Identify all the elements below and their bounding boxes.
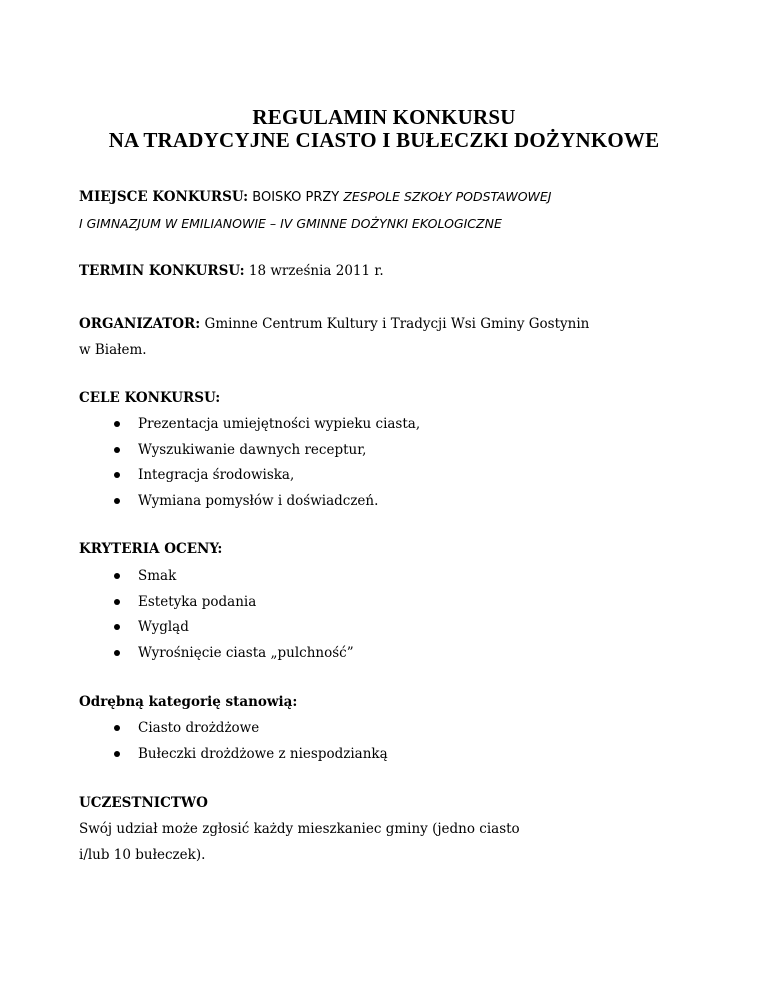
bullet-icon — [114, 751, 120, 757]
bullet-icon — [114, 599, 120, 605]
document-title-line-1: REGULAMIN KONKURSU — [252, 105, 516, 129]
participation-line-1: Swój udział może zgłosić każdy mieszkaniec gminy (jedno ciasto — [79, 821, 520, 837]
organizer-line-1 — [79, 315, 589, 333]
category-item-text: Ciasto drożdżowe — [138, 720, 260, 736]
participation-label: UCZESTNICTWO — [79, 795, 208, 811]
place-school: ZESPOLE SZKOŁY PODSTAWOWEJ — [343, 189, 552, 204]
organizer-value: Gminne Centrum Kultury i Tradycji Wsi Gminy Gostynin — [200, 316, 590, 332]
criteria-item-text: Smak — [138, 568, 177, 584]
criteria-item-text: Estetyka podania — [138, 594, 257, 610]
category-item-text: Bułeczki drożdżowe z niespodzianką — [138, 746, 388, 762]
term-line — [79, 262, 384, 280]
criteria-label: KRYTERIA OCENY: — [79, 541, 223, 557]
goal-item-text: Wyszukiwanie dawnych receptur, — [138, 442, 367, 458]
bullet-icon — [114, 624, 120, 630]
bullet-icon — [114, 421, 120, 427]
category-label: Odrębną kategorię stanowią: — [79, 694, 298, 710]
criteria-item-text: Wygląd — [138, 619, 189, 635]
term-label: TERMIN KONKURSU: — [79, 263, 245, 279]
document-title-line-2: NA TRADYCYJNE CIASTO I BUŁECZKI DOŻYNKOWE — [108, 128, 660, 152]
organizer-line-2: w Białem. — [79, 342, 147, 358]
goals-label: CELE KONKURSU: — [79, 390, 221, 406]
place-label: MIEJSCE KONKURSU: — [79, 189, 249, 205]
bullet-icon — [114, 447, 120, 453]
criteria-item-text: Wyrośnięcie ciasta „pulchność” — [138, 645, 354, 661]
place-line-2: I GIMNAZJUM W EMILIANOWIE – IV GMINNE DOŻYNKI EKOLOGICZNE — [79, 216, 502, 231]
bullet-icon — [114, 650, 120, 656]
bullet-icon — [114, 573, 120, 579]
term-value: 18 września 2011 r. — [244, 263, 384, 279]
place-line-1 — [79, 188, 552, 207]
place-text: BOISKO PRZY — [248, 190, 344, 205]
bullet-icon — [114, 472, 120, 478]
bullet-icon — [114, 498, 120, 504]
bullet-icon — [114, 725, 120, 731]
participation-line-2: i/lub 10 bułeczek). — [79, 847, 206, 863]
goal-item-text: Wymiana pomysłów i doświadczeń. — [138, 493, 379, 509]
organizer-label: ORGANIZATOR: — [79, 316, 201, 332]
goal-item-text: Prezentacja umiejętności wypieku ciasta, — [138, 416, 421, 432]
goal-item-text: Integracja środowiska, — [138, 467, 295, 483]
